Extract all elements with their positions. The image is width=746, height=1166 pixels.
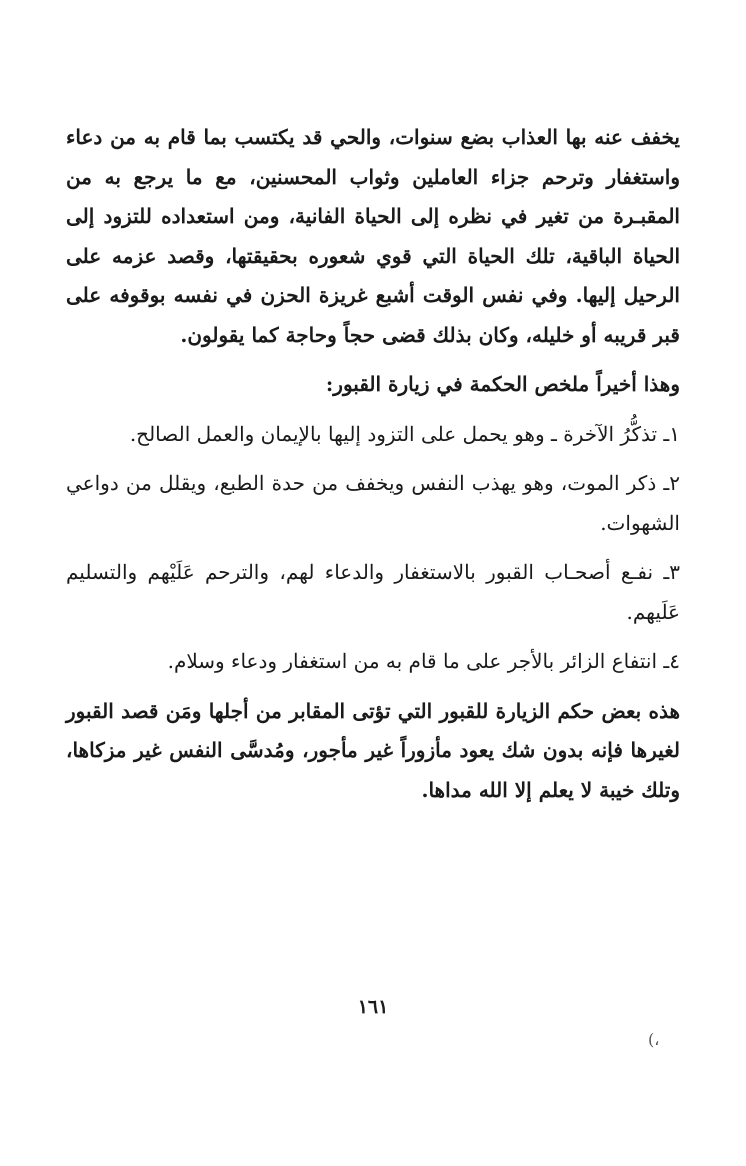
margin-mark: (،	[648, 1030, 660, 1049]
list-item-3: ٣ـ نفـع أصحـاب القبور بالاستغفار والدعاء لهم، والترحم عَلَيْهم والتسليم عَلَيهم.	[66, 560, 680, 624]
body-text	[66, 118, 680, 810]
paragraph-summary-heading: وهذا أخيراً ملخص الحكمة في زيارة القبور:	[325, 372, 680, 396]
list-item-1: ١ـ تذكُّرُ الآخرة ـ وهو يحمل على التزود إليها بالإيمان والعمل الصالح.	[129, 421, 680, 446]
paragraph-intro: يخفف عنه بها العذاب بضع سنوات، والحي قد يكتسب بما قام به من دعاء واستغفار وترحم جزاء العاملين وثواب المحسنين، مع ما يرجع به من المقبـرة من تغير في نظره إلى الحياة الفانية، ومن استعداده للتزود إلى الحياة الباقية، تلك الحياة التي قوي شعوره بحقيقتها، وقصد عزمه على الرحيل إليها. وفي نفس الوقت أشبع غريزة الحزن في نفسه بوقوفه على قبر قريبه أو خليله، وكان بذلك قضى حجاً وحاجة كما يقولون.	[66, 125, 681, 347]
list-item-4: ٤ـ انتفاع الزائر بالأجر على ما قام به من استغفار ودعاء وسلام.	[167, 649, 680, 673]
page-number: ١٦١	[357, 996, 389, 1018]
paragraph-conclusion: هذه بعض حكم الزيارة للقبور التي تؤتى المقابر من أجلها ومَن قصد القبور لغيرها فإنه بدون شك يعود مأزوراً غير مأجور، ومُدسَّى النفس غير مزكاها، وتلك خيبة لا يعلم إلا الله مداها.	[66, 698, 680, 802]
list-item-2: ٢ـ ذكر الموت، وهو يهذب النفس ويخفف من حدة الطبع، ويقلل من دواعي الشهوات.	[66, 471, 680, 535]
